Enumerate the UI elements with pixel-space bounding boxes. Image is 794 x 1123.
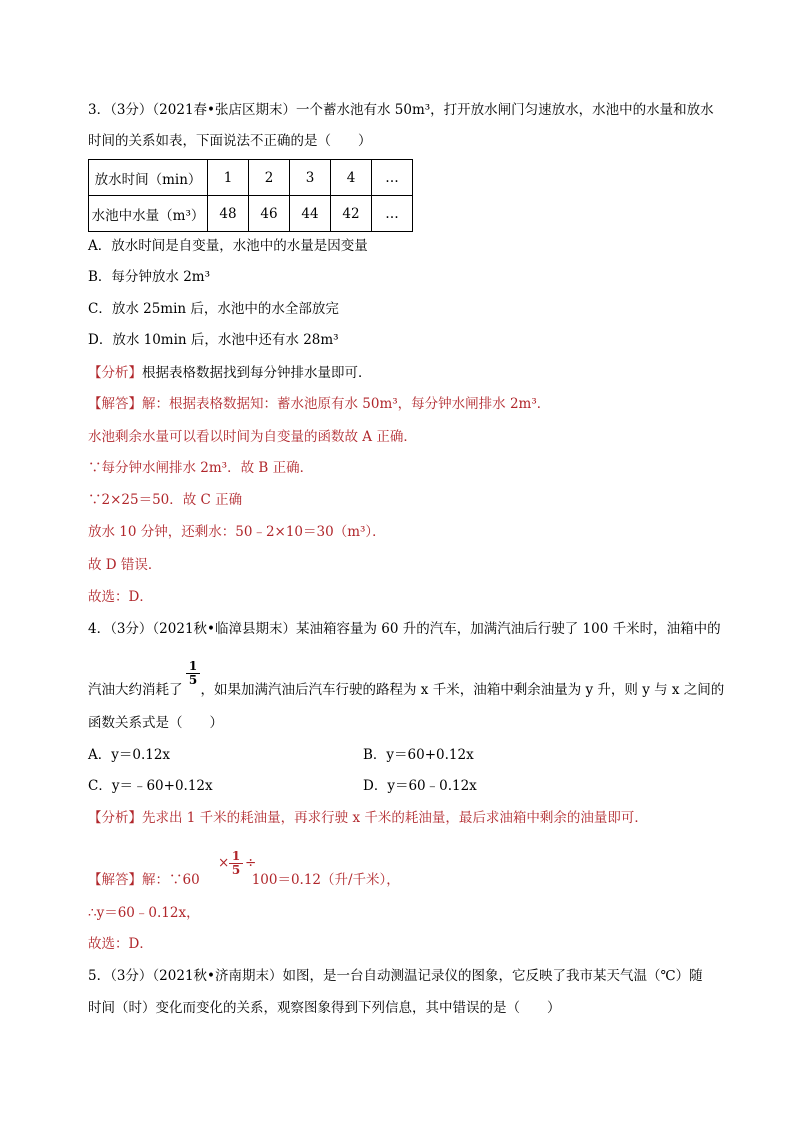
q3-answer-line3: ∵每分钟水闸排水 2m³．故 B 正确． [88,460,314,476]
answer-text-b: 100＝0.12（升/千米）， [251,872,400,888]
q3-answer-line2: 水池剩余水量可以看以时间为自变量的函数故 A 正确． [88,429,417,445]
q3-table [88,159,413,232]
q3-answer-line6: 故 D 错误． [88,557,162,573]
q3-answer-line1 [88,395,550,413]
analysis-tag: 【分析】 [88,365,142,381]
q3-option-a: A．放水时间是自变量，水池中的水量是因变量 [88,238,368,254]
answer-tag: 【解答】 [88,872,142,888]
q3-analysis [88,364,372,382]
stem-part-b: ，如果加满汽油后汽车行驶的路程为 x 千米，油箱中剩余油量为 y 升，则 y 与 x 之间的 [200,682,725,698]
answer-text: 解：根据表格数据知：蓄水池原有水 50m³，每分钟水闸排水 2m³． [142,396,551,412]
analysis-text: 先求出 1 千米的耗油量，再求行驶 x 千米的耗油量，最后求油箱中剩余的油量即可． [142,810,648,826]
q5-stem-line2: 时间（时）变化而变化的关系，观察图象得到下列信息，其中错误的是（ ） [88,1000,561,1016]
q3-option-c: C．放水 25min 后，水池中的水全部放完 [88,301,339,317]
fraction-denominator: 5 [231,863,241,877]
table-cell: 48 [208,196,249,232]
q4-option-d: D．y＝60﹣0.12x [363,778,477,794]
answer-tag: 【解答】 [88,396,142,412]
table-cell: … [372,196,413,232]
fraction-numerator: 1 [229,850,243,864]
q4-option-a: A．y＝0.12x [88,747,171,763]
q4-option-b: B．y＝60+0.12x [363,747,474,763]
q3-option-d: D．放水 10min 后，水池中还有水 28m³ [88,332,339,348]
q3-stem-line1: 3．（3分）（2021春•张店区期末）一个蓄水池有水 50m³，打开放水闸门匀速放水，水池中的水量和放水 [88,102,714,118]
table-cell: … [372,160,413,196]
analysis-tag: 【分析】 [88,810,142,826]
table-cell: 2 [249,160,290,196]
q3-stem-line2: 时间的关系如表，下面说法不正确的是（ ） [88,133,372,149]
fraction-numerator: 1 [186,660,200,674]
table-cell: 放水时间（min） [89,160,208,196]
q4-stem-line3: 函数关系式是（ ） [88,715,223,731]
stem-part-a: 汽油大约消耗了 [88,682,183,698]
q3-answer-line7: 故选：D． [88,589,153,605]
table-cell: 3 [290,160,331,196]
q4-stem-line2 [88,681,724,699]
q4-answer-line3: 故选：D． [88,936,153,952]
q4-stem-line1: 4．（3分）（2021秋•临漳县期末）某油箱容量为 60 升的汽车，加满汽油后行驶了 100 千米时，油箱中的 [88,621,721,637]
table-cell: 水池中水量（m³） [89,196,208,232]
q4-answer-line2: ∴y＝60﹣0.12x， [88,905,200,921]
q4-answer-times: × [218,855,230,871]
q4-answer-line1 [88,871,400,889]
q4-analysis [88,809,648,827]
q5-stem-line1: 5．（3分）（2021秋•济南期末）如图，是一台自动测温记录仪的图象，它反映了我市某天气温（℃）随 [88,968,703,984]
q3-answer-line5: 放水 10 分钟，还剩水：50﹣2×10＝30（m³）． [88,524,386,540]
table-cell: 46 [249,196,290,232]
table-cell: 44 [290,196,331,232]
table-cell: 42 [331,196,372,232]
table-cell: 1 [208,160,249,196]
q4-answer-div: ÷ [245,855,257,871]
answer-text-a: 解：∵60 [142,872,200,888]
analysis-text: 根据表格数据找到每分钟排水量即可． [142,365,372,381]
fraction-denominator: 5 [188,673,198,687]
table-row [89,196,413,232]
q3-answer-line4: ∵2×25＝50．故 C 正确 [88,492,243,508]
q3-option-b: B．每分钟放水 2m³ [88,269,211,285]
table-row [89,160,413,196]
q4-option-c: C．y＝﹣60+0.12x [88,778,213,794]
table-cell: 4 [331,160,372,196]
